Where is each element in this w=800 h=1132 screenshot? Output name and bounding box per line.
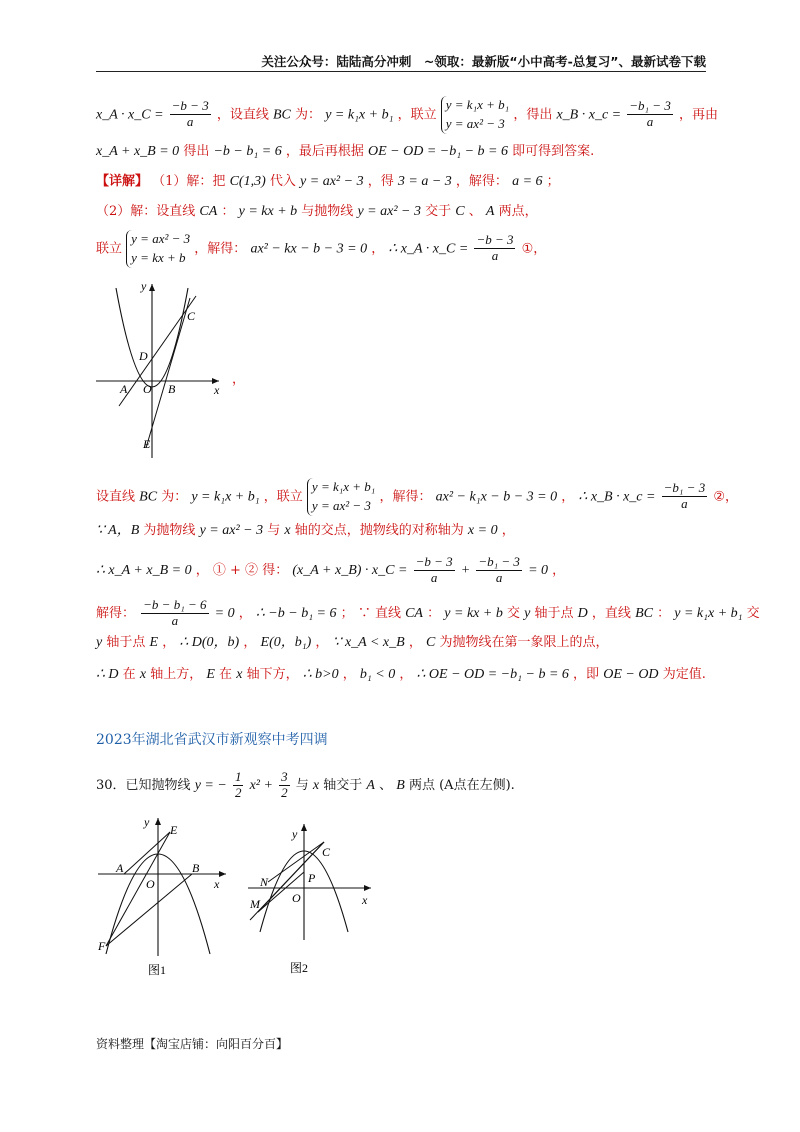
y-axis-arrow bbox=[301, 824, 307, 831]
solution-line-1: x_A · x_C = $\frac{-b - 3}{a}$ ，设直线 BC 为： y = k₁x + b₁ ，联立 y = k₁x + b₁ y = ax² − 3 ，得出 x_B · x_c = $\frac{\text{−b₁ − 3}}{a}$ ，再由 bbox=[96, 96, 708, 134]
label-o: O bbox=[146, 877, 155, 891]
solution-line-6: 设直线 BC 为： y = k₁x + b₁ ，联立 y = k₁x + b₁ y = ax² − 3 ，解得： ax² − k₁x − b − 3 = 0 ， ∴ x_B · x_c = $\frac{\text{−b₁ − 3}}{a}$ ②， bbox=[96, 478, 708, 516]
solution-line-4: （2）解：设直线 CA ： y = kx + b 与抛物线 y = ax² − 3 交于 C 、 A 两点， bbox=[96, 204, 538, 219]
header-rule bbox=[96, 71, 706, 72]
y-axis-arrow bbox=[155, 818, 161, 825]
line-nc bbox=[268, 842, 324, 882]
label-x: x bbox=[362, 893, 368, 907]
fraction: $\frac{\text{−b − b₁ − 6}}{a}$ bbox=[143, 597, 207, 628]
figure-parabola-lines bbox=[94, 276, 254, 466]
label-e: E bbox=[143, 437, 151, 451]
fraction: $\frac{-b - 3}{a}$ bbox=[415, 554, 453, 585]
fraction: $\frac{\text{−b₁ − 3}}{a}$ bbox=[663, 480, 706, 512]
figure-2 bbox=[246, 820, 376, 980]
label-f: F bbox=[98, 939, 106, 953]
solution-line-3: 【详解】 （1）解：把 C(1,3) 代入 y = ax² − 3 ，得 3 = a − 3 ，解得： a = 6 ； bbox=[96, 174, 560, 189]
line-ae bbox=[124, 832, 170, 874]
fraction: $\frac{-b - 3}{a}$ bbox=[171, 98, 209, 130]
fraction: $\frac{\text{−b₁ − 3}}{a}$ bbox=[629, 98, 671, 130]
x-axis-arrow bbox=[219, 871, 226, 877]
label-p: P bbox=[308, 871, 316, 885]
solution-line-8: ∴ x_A + x_B = 0 ， ① + ② 得： (x_A + x_B) · x_C = $\frac{-b - 3}{a}$ + $\frac{\text{−b₁ − 3}}{a}$ = 0 ， bbox=[96, 554, 566, 585]
label-a: A bbox=[116, 861, 124, 875]
solution-line-9: 解得： $\frac{\text{−b − b₁ − 6}}{a}$ = 0 ， ∴ −b − b₁ = 6 ； ∵ 直线 CA ： y = kx + b 交 y 轴于点 D ，直线 BC ： y = k₁x + b₁ 交 bbox=[96, 597, 760, 628]
fraction: $\frac{\text{−b₁ − 3}}{a}$ bbox=[478, 554, 520, 585]
figure-caption: 图1 bbox=[148, 963, 167, 977]
line-bc bbox=[146, 298, 190, 448]
figure-caption: 图2 bbox=[290, 961, 309, 975]
solution-line-7: ∵ A，B 为抛物线 y = ax² − 3 与 x 轴的交点，抛物线的对称轴为 x = 0 ， bbox=[96, 523, 515, 538]
page-footer: 资料整理【淘宝店铺：向阳百分百】 bbox=[96, 1037, 289, 1051]
label-e: E bbox=[170, 823, 178, 837]
label-b: B bbox=[192, 861, 200, 875]
label-m: M bbox=[250, 897, 260, 911]
label-b: B bbox=[168, 382, 176, 396]
equation-system: y = ax² − 3 y = kx + b bbox=[126, 230, 190, 268]
label-o: O bbox=[143, 382, 152, 396]
label-o: O bbox=[292, 891, 301, 905]
math-xa-xc: x_A · x_C = bbox=[96, 107, 164, 123]
figure-1 bbox=[96, 814, 236, 984]
y-axis-arrow bbox=[149, 284, 155, 291]
label-c: C bbox=[187, 309, 196, 323]
fraction: $\frac{1}{2}$ bbox=[234, 769, 242, 800]
question-30: 30．已知抛物线 y = − $\frac{1}{2}$ x² + $\frac{3}{2}$ 与 x 轴交于 A 、 B 两点 (A点在左侧). bbox=[96, 769, 515, 800]
page-header: 关注公众号：陆陆高分冲刺 ~领取：最新版“小中高考-总复习”、最新试卷下载 bbox=[261, 54, 706, 69]
label-d: D bbox=[139, 349, 148, 363]
label-n: N bbox=[260, 875, 269, 889]
label-y: y bbox=[292, 827, 298, 841]
equation-system: y = k₁x + b₁ y = ax² − 3 bbox=[307, 478, 375, 516]
solution-line-10: y 轴于点 E ， ∴ D(0，b) ， E(0，b₁) ， ∵ x_A < x_B ， C 为抛物线在第一象限上的点， bbox=[96, 635, 609, 650]
x-axis-arrow bbox=[364, 885, 371, 891]
equation-system: y = k₁x + b₁ y = ax² − 3 bbox=[441, 96, 509, 134]
label-x: x bbox=[214, 877, 220, 891]
section-title: 2023年湖北省武汉市新观察中考四调 bbox=[96, 732, 328, 748]
label-x: x bbox=[214, 383, 220, 397]
fraction: $\frac{-b - 3}{a}$ bbox=[476, 232, 514, 264]
solution-line-11: ∴ D 在 x 轴上方， E 在 x 轴下方， ∴ b>0 ， b₁ < 0 ， ∴ OE − OD = −b₁ − b = 6 ，即 OE − OD 为定值. bbox=[96, 667, 706, 682]
solution-line-5: 联立 y = ax² − 3 y = kx + b ，解得： ax² − kx − b − 3 = 0 ， ∴ x_A · x_C = $\frac{-b - 3}{a}$ ①， bbox=[96, 230, 708, 268]
detail-tag: 【详解】 bbox=[96, 174, 149, 189]
solution-line-2: x_A + x_B = 0 得出 −b − b₁ = 6 ，最后再根据 OE − OD = −b₁ − b = 6 即可得到答案. bbox=[96, 144, 595, 159]
label-a: A bbox=[120, 382, 128, 396]
label-y: y bbox=[144, 815, 150, 829]
figure-trailing-comma: ， bbox=[232, 372, 246, 387]
line-fe bbox=[106, 832, 170, 946]
fraction: $\frac{3}{2}$ bbox=[281, 769, 288, 800]
label-y: y bbox=[141, 279, 147, 293]
label-c: C bbox=[322, 845, 331, 859]
